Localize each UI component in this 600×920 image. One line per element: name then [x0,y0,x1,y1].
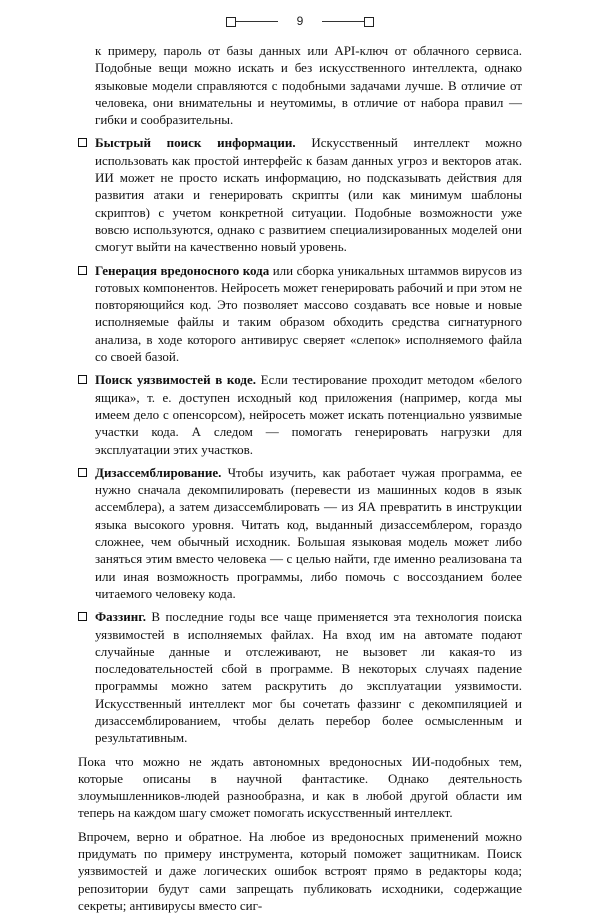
list-item-title: Поиск уязвимостей в коде. [95,372,256,388]
list-item [78,134,522,255]
checkbox-bullet-icon [78,138,87,147]
list-item-text: Чтобы изучить, как работает чужая программа, ее нужно сначала декомпилировать (перевести из машинных кодов в язык ассемблера), а затем дизассемблировать — из ЯА превратить в инструкции языка высокого уровня. Читать код, выданный дизассемблером, гораздо сложнее, чем обычный исходник. Большая языковая модель может либо заняться этим вместо человека — с целью найти, где именно реализована та или иная возможность программы, либо помочь с воссозданием более читаемого человеку кода. [95,464,522,601]
list-item-title: Генерация вредоносного кода [95,262,270,278]
body-paragraph: Пока что можно не ждать автономных вредоносных ИИ-подобных тем, которые описаны в научной фантастике. Однако деятельность злоумышленников-людей разнообразна, и как в любой другой области им теперь на каждом шагу сможет помогать искусственный интеллект. [78,753,522,821]
list-item-text: В последние годы все чаще применяется эта технология поиска уязвимостей в исполняемых файлах. На вход им на автомате подают случайные данные и отслеживают, не вызовет ли какая-то из последовательностей сбой в программе. В некоторых случаях падение программы можно затем раскрутить до эксплуатации уязвимости. Искусственный интеллект мог бы сочетать фаззинг с декомпиляцией и дизассемблированием, чтобы делать перебор более осмысленным и результативным. [95,609,522,746]
checkbox-bullet-icon [78,375,87,384]
list-item [78,608,522,746]
list-item [78,262,522,366]
list-item-title: Фаззинг. [95,609,146,625]
body-paragraph: Впрочем, верно и обратное. На любое из вредоносных применений можно придумать по примеру инструмента, который поможет защитникам. Поиск уязвимостей и даже логических ошибок встроят прямо в редакторы кода; репозитории будут сами запрещать публиковать исходники, содержащие секреты; антивирусы вместо сиг- [78,828,522,913]
header-right-box-ornament [364,17,374,27]
checkbox-bullet-icon [78,468,87,477]
list-item [78,371,522,457]
list-item-text: Если тестирование проходит методом «белого ящика», т. е. доступен исходный код приложения (например, когда мы имеем дело с опенсорсом), нейросеть может искать потенциально уязвимые участки кода. А следом — помогать генерировать нагрузки для эксплуатации этих участков. [95,372,522,457]
list-item-title: Дизассемблирование. [95,464,222,480]
checkbox-bullet-icon [78,266,87,275]
list-item-title: Быстрый поиск информации. [95,135,296,151]
page-header [0,14,600,33]
continuation-text: к примеру, пароль от базы данных или API-ключ от облачного сервиса. Подобные вещи можно искать и без искусственного интеллекта, однако языковые модели справляются с подобными задачами лучше. В отличие от человека, они внимательны и неутомимы, в отличие от набора правил — гибки и сообразительны. [95,43,522,128]
list-item [78,464,522,602]
page-number: 9 [296,14,304,28]
page-body [78,42,522,920]
checkbox-bullet-icon [78,612,87,621]
header-right-rule [322,21,364,22]
list-item-text: или сборка уникальных штаммов вирусов из готовых компонентов. Нейросеть может генерировать рабочий и при этом не повторяющийся код. Это позволяет массово создавать все новые и новые исполняемые файлы и таким образом обходить средства сигнатурного анализа, в ходе которого антивирус сверяет «слепок» исполняемого файла со своей базой. [95,262,522,365]
list-item-text: Искусственный интеллект можно использовать как простой интерфейс к базам данных угроз и векторов атак. ИИ может не просто искать информацию, но подсказывать действия для развития атаки и генерировать скрипты (или как минимум шаблоны скриптов) с учетом конкретной ситуации. Подобные возможности уже вовсю используются, однако с развитием специализированных моделей они смогут выйти на качественно новый уровень. [95,135,522,255]
